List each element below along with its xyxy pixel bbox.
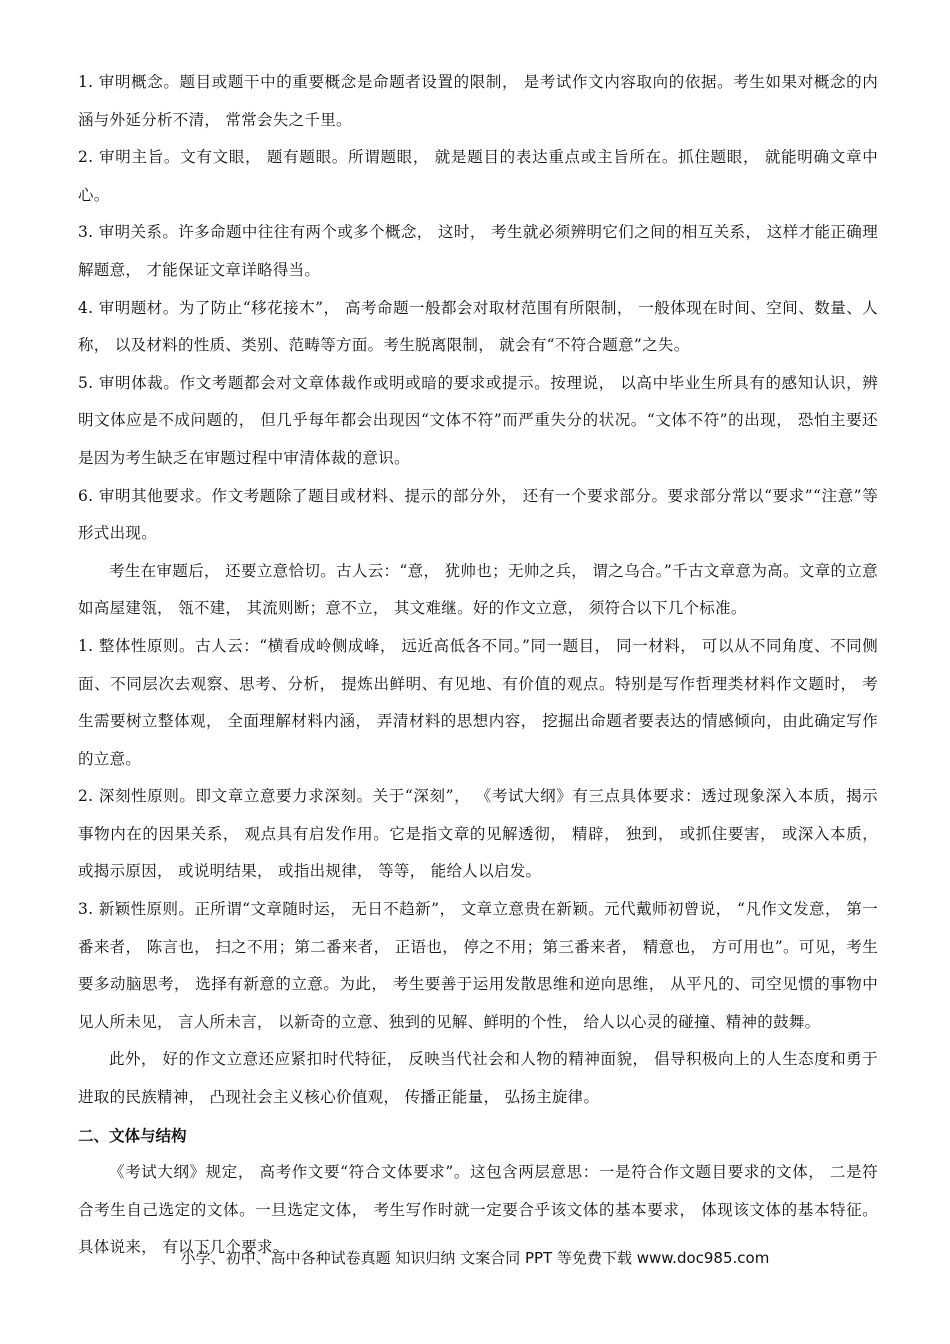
paragraph-2: 2. 审明主旨。文有文眼， 题有题眼。所谓题眼， 就是题目的表达重点或主旨所在。抓住题眼， 就能明确文章中心。 — [78, 148, 878, 204]
paragraph-11: 此外， 好的作文立意还应紧扣时代特征， 反映当代社会和人物的精神面貌， 倡导积极向上的人生态度和勇于进取的民族精神， 凸现社会主义核心价值观， 传播正能量， 弘扬主旋律。 — [78, 1050, 878, 1107]
page-footer: 小学、初中、高中各种试卷真题 知识归纳 文案合同 PPT 等免费下载 www.doc985.com — [180, 1249, 770, 1267]
paragraph-3: 3. 审明关系。许多命题中往往有两个或多个概念， 这时， 考生就必须辨明它们之间的相互关系， 这样才能正确理解题意， 才能保证文章详略得当。 — [78, 223, 878, 279]
paragraph-10: 3. 新颖性原则。正所谓“文章随时运， 无日不趋新”， 文章立意贵在新颖。元代戴师初曾说， “凡作文发意， 第一番来者， 陈言也， 扫之不用；第二番来者， 正语也， 停之不用；第三番来者， 精意也， 方可用也”。可见，考生要多动脑思考， 选择有新意的立意。为此， 考生要善于运用发散思维和逆向思维， 从平凡的、司空见惯的事物中见人所未见， 言人所未言， 以新奇的立意、独到的见解、鲜明的个性， 给人以心灵的碰撞、精神的鼓舞。 — [78, 900, 878, 1031]
section-heading: 二、文体与结构 — [78, 1125, 187, 1145]
paragraph-9: 2. 深刻性原则。即文章立意要力求深刻。关于“深刻”， 《考试大纲》有三点具体要求：透过现象深入本质，揭示事物内在的因果关系， 观点具有启发作用。它是指文章的见解透彻， 精辟， 独到， 或抓住要害， 或深入本质， 或揭示原因， 或说明结果， 或指出规律， 等等， 能给人以启发。 — [78, 787, 878, 881]
paragraph-12: 《考试大纲》规定， 高考作文要“符合文体要求”。这包含两层意思：一是符合作文题目要求的文体， 二是符合考生自己选定的文体。一旦选定文体， 考生写作时就一定要合乎该文体的基本要求， 体现该文体的基本特征。具体说来， 有以下几个要求。 — [78, 1163, 878, 1257]
document-body — [78, 64, 878, 1267]
paragraph-4: 4. 审明题材。为了防止“移花接木”， 高考命题一般都会对取材范围有所限制， 一般体现在时间、空间、数量、人称， 以及材料的性质、类别、范畴等方面。考生脱离限制， 就会有“不符合题意”之失。 — [78, 298, 878, 355]
paragraph-1: 1. 审明概念。题目或题干中的重要概念是命题者设置的限制， 是考试作文内容取向的依据。考生如果对概念的内涵与外延分析不清， 常常会失之千里。 — [78, 73, 878, 129]
paragraph-7: 考生在审题后， 还要立意恰切。古人云：“意， 犹帅也；无帅之兵， 谓之乌合。”千古文章意为高。文章的立意如高屋建瓴， 瓴不建， 其流则断；意不立， 其文难继。好的作文立意， 须符合以下几个标准。 — [78, 561, 878, 618]
paragraph-6: 6. 审明其他要求。作文考题除了题目或材料、提示的部分外， 还有一个要求部分。要求部分常以“要求”“注意”等形式出现。 — [78, 486, 878, 543]
paragraph-5: 5. 审明体裁。作文考题都会对文章体裁作或明或暗的要求或提示。按理说， 以高中毕业生所具有的感知认识，辨明文体应是不成问题的， 但几乎每年都会出现因“文体不符”而严重失分的状况。“文体不符”的出现， 恐怕主要还是因为考生缺乏在审题过程中审清体裁的意识。 — [78, 373, 878, 467]
paragraph-8: 1. 整体性原则。古人云：“横看成岭侧成峰， 远近高低各不同。”同一题目， 同一材料， 可以从不同角度、不同侧面、不同层次去观察、思考、分析， 提炼出鲜明、有见地、有价值的观点。特别是写作哲理类材料作文题时， 考生需要树立整体观， 全面理解材料内涵， 弄清材料的思想内容， 挖掘出命题者要表达的情感倾向，由此确定写作的立意。 — [78, 636, 878, 768]
